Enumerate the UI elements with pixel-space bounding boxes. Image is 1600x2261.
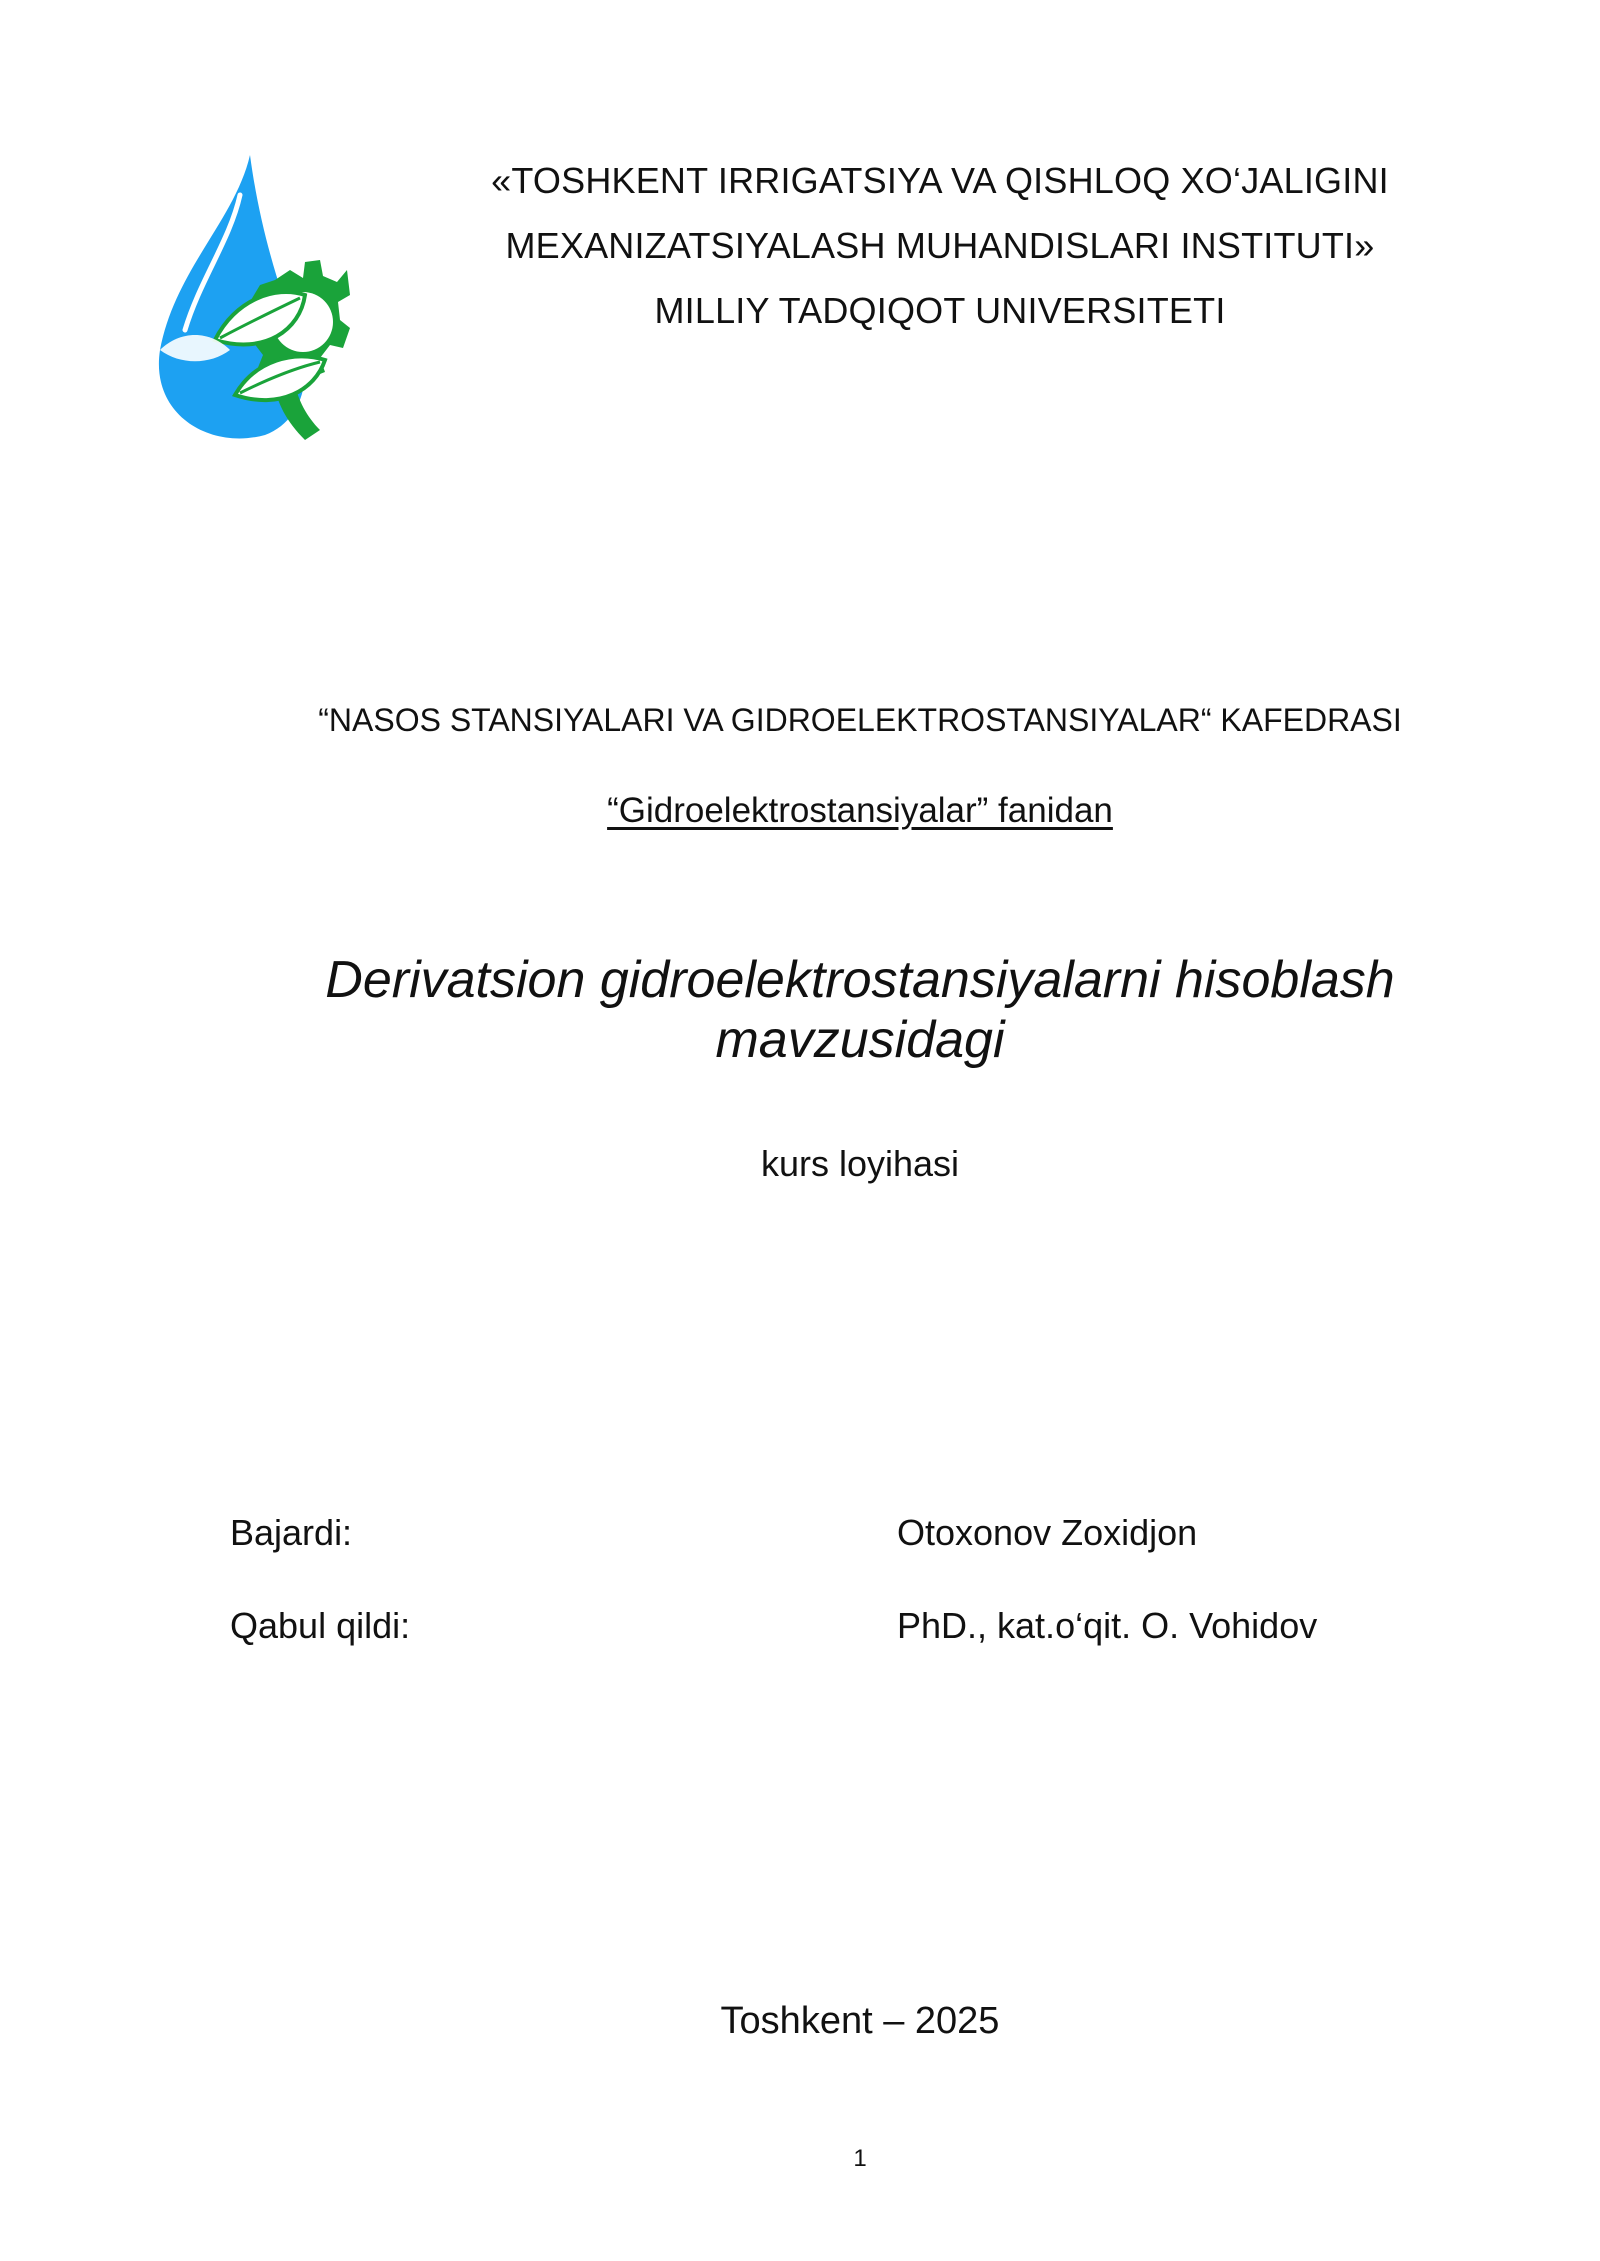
document-title-line-1: Derivatsion gidroelektrostansiyalarni hisoblash xyxy=(325,951,1395,1009)
department-name: “NASOS STANSIYALARI VA GIDROELEKTROSTANSIYALAR“ KAFEDRASI xyxy=(318,702,1402,738)
institution-name-line-3: MILLIY TADQIQOT UNIVERSITETI xyxy=(654,290,1226,331)
performed-by-label: Bajardi: xyxy=(230,1512,353,1553)
document-type: kurs loyihasi xyxy=(760,1143,960,1184)
university-logo xyxy=(155,150,350,445)
accepted-by-name: PhD., kat.o‘qit. O. Vohidov xyxy=(897,1605,1318,1646)
accepted-by-label: Qabul qildi: xyxy=(230,1605,411,1646)
page-number: 1 xyxy=(853,2145,867,2172)
performed-by-name: Otoxonov Zoxidjon xyxy=(897,1512,1198,1553)
city-year: Toshkent – 2025 xyxy=(720,2000,1000,2042)
institution-header xyxy=(430,148,1450,343)
institution-name-line-2: MEXANIZATSIYALASH MUHANDISLARI INSTITUTI» xyxy=(505,225,1375,266)
institution-name-line-1: «TOSHKENT IRRIGATSIYA VA QISHLOQ XO‘JALIGINI xyxy=(491,160,1389,201)
document-title-line-2: mavzusidagi xyxy=(715,1011,1005,1069)
subject-name: “Gidroelektrostansiyalar” fanidan xyxy=(607,791,1113,830)
document-title xyxy=(240,950,1480,1070)
